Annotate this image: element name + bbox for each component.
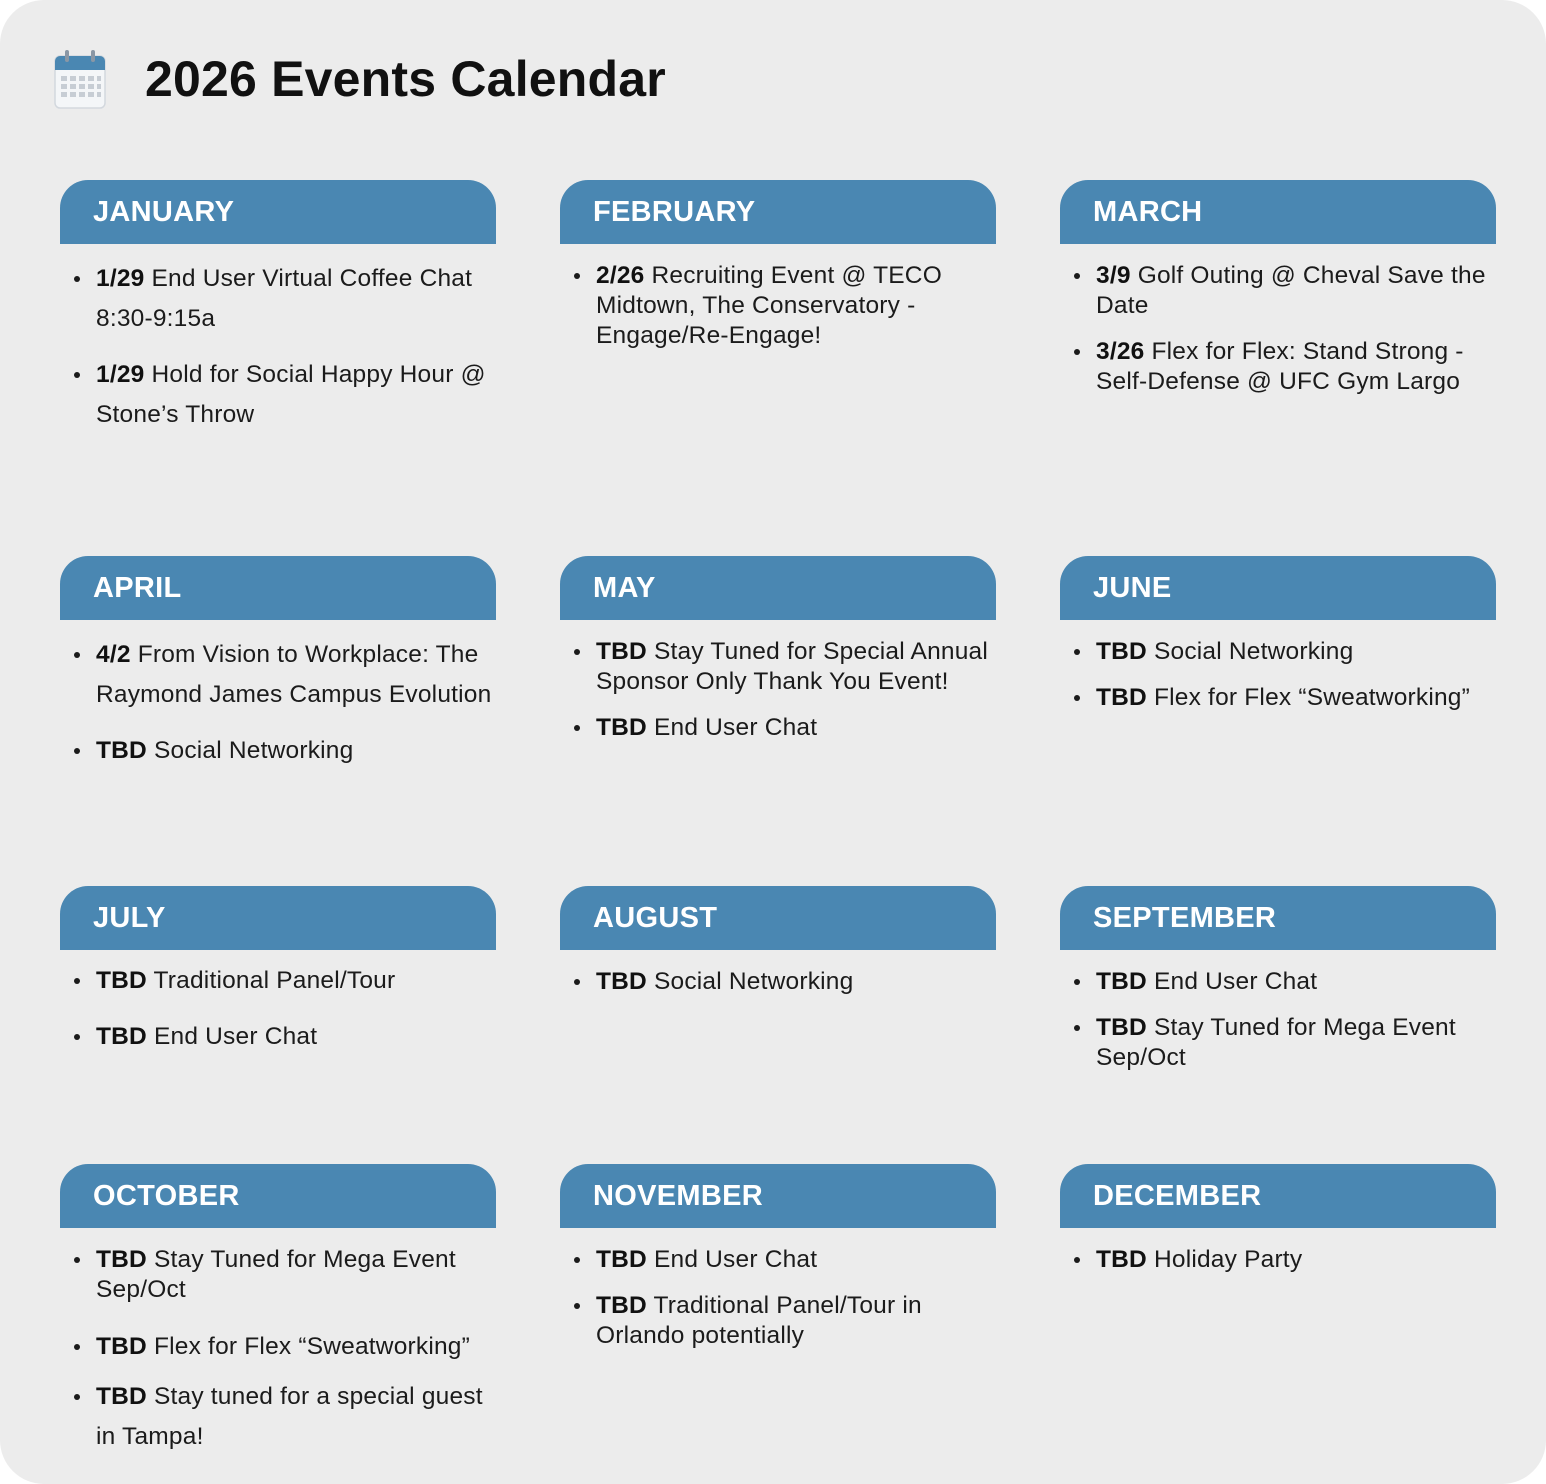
event-item (1060, 683, 1496, 713)
event-list (560, 967, 996, 997)
event-text: End User Chat (653, 714, 818, 741)
event-item (60, 1377, 496, 1457)
month-august (560, 886, 996, 1013)
event-text: Traditional Panel/Tour (153, 967, 396, 994)
month-header: AUGUST (560, 886, 996, 950)
event-text: Social Networking (653, 968, 854, 995)
month-header: NOVEMBER (560, 1164, 996, 1228)
event-text: Social Networking (153, 737, 354, 764)
month-march (1060, 180, 1496, 413)
event-date: TBD (596, 638, 647, 665)
event-list (1060, 967, 1496, 1073)
event-item (1060, 1013, 1496, 1073)
event-date: TBD (1096, 968, 1147, 995)
event-text: Stay Tuned for Mega Event Sep/Oct (1096, 1014, 1456, 1071)
event-text: Recruiting Event @ TECO Midtown, The Conservatory - Engage/Re-Engage! (596, 262, 942, 349)
event-list (60, 259, 496, 435)
event-list (60, 635, 496, 771)
month-header: APRIL (60, 556, 496, 620)
event-text: Flex for Flex “Sweatworking” (153, 1333, 470, 1360)
month-april (60, 556, 496, 787)
bullet (74, 1257, 80, 1263)
month-june (1060, 556, 1496, 729)
event-item (1060, 967, 1496, 997)
event-text: Golf Outing @ Cheval Save the Date (1096, 262, 1486, 319)
event-date: TBD (96, 967, 147, 994)
event-text: Stay tuned for a special guest in Tampa! (96, 1383, 483, 1450)
page-title: 2026 Events Calendar (145, 51, 666, 107)
event-text: End User Virtual Coffee Chat 8:30-9:15a (96, 265, 473, 332)
event-list (560, 261, 996, 351)
event-text: End User Chat (1153, 968, 1318, 995)
event-date: TBD (96, 1023, 147, 1050)
event-date: TBD (596, 714, 647, 741)
event-text: End User Chat (653, 1246, 818, 1273)
event-item (60, 961, 496, 1001)
event-item (60, 1017, 496, 1057)
event-list (560, 1245, 996, 1351)
event-date: TBD (1096, 1246, 1147, 1273)
event-list (560, 637, 996, 743)
event-list (60, 961, 496, 1057)
calendar-icon (53, 48, 107, 110)
event-item (1060, 1245, 1496, 1275)
event-text: Holiday Party (1153, 1246, 1303, 1273)
event-date: TBD (96, 1383, 147, 1410)
event-date: 3/26 (1096, 338, 1145, 365)
event-date: TBD (1096, 638, 1147, 665)
event-date: 4/2 (96, 641, 131, 668)
event-date: TBD (596, 1246, 647, 1273)
event-date: 3/9 (1096, 262, 1131, 289)
event-date: TBD (96, 1246, 147, 1273)
event-item (60, 355, 496, 435)
event-text: Flex for Flex “Sweatworking” (1153, 684, 1470, 711)
event-text: Stay Tuned for Special Annual Sponsor Only Thank You Event! (596, 638, 989, 695)
event-text: From Vision to Workplace: The Raymond James Campus Evolution (96, 641, 492, 708)
event-text: Social Networking (1153, 638, 1354, 665)
event-list (1060, 1245, 1496, 1275)
event-item (560, 261, 996, 351)
event-item (560, 713, 996, 743)
month-header: FEBRUARY (560, 180, 996, 244)
event-item (1060, 337, 1496, 397)
event-date: TBD (96, 1333, 147, 1360)
event-date: 2/26 (596, 262, 645, 289)
month-header: JANUARY (60, 180, 496, 244)
month-january (60, 180, 496, 451)
event-text: End User Chat (153, 1023, 318, 1050)
month-february (560, 180, 996, 367)
month-header: MAY (560, 556, 996, 620)
event-item (60, 1327, 496, 1367)
event-date: TBD (1096, 1014, 1147, 1041)
event-text: Stay Tuned for Mega Event Sep/Oct (96, 1246, 456, 1303)
event-date: TBD (1096, 684, 1147, 711)
month-header: SEPTEMBER (1060, 886, 1496, 950)
page-header (53, 44, 666, 114)
event-item (60, 731, 496, 771)
month-may (560, 556, 996, 759)
month-november (560, 1164, 996, 1367)
event-list (1060, 261, 1496, 397)
event-item (560, 1245, 996, 1275)
month-header: JUNE (1060, 556, 1496, 620)
event-date: 1/29 (96, 265, 145, 292)
event-text: Flex for Flex: Stand Strong - Self-Defense @ UFC Gym Largo (1096, 338, 1464, 395)
event-text: Hold for Social Happy Hour @ Stone’s Throw (96, 361, 486, 428)
month-july (60, 886, 496, 1073)
event-item (1060, 637, 1496, 667)
event-list (1060, 637, 1496, 713)
event-item (60, 635, 496, 715)
month-october (60, 1164, 496, 1457)
event-date: TBD (96, 737, 147, 764)
event-item (560, 967, 996, 997)
event-item (560, 1291, 996, 1351)
month-header: DECEMBER (1060, 1164, 1496, 1228)
event-list (60, 1245, 496, 1457)
month-header: JULY (60, 886, 496, 950)
month-header: MARCH (1060, 180, 1496, 244)
month-september (1060, 886, 1496, 1089)
month-header: OCTOBER (60, 1164, 496, 1228)
month-december (1060, 1164, 1496, 1291)
event-date: TBD (596, 968, 647, 995)
event-item (560, 637, 996, 697)
event-item (60, 259, 496, 339)
event-text: Traditional Panel/Tour in Orlando potentially (596, 1292, 922, 1349)
event-item (60, 1245, 496, 1305)
event-item (1060, 261, 1496, 321)
event-date: 1/29 (96, 361, 145, 388)
event-date: TBD (596, 1292, 647, 1319)
